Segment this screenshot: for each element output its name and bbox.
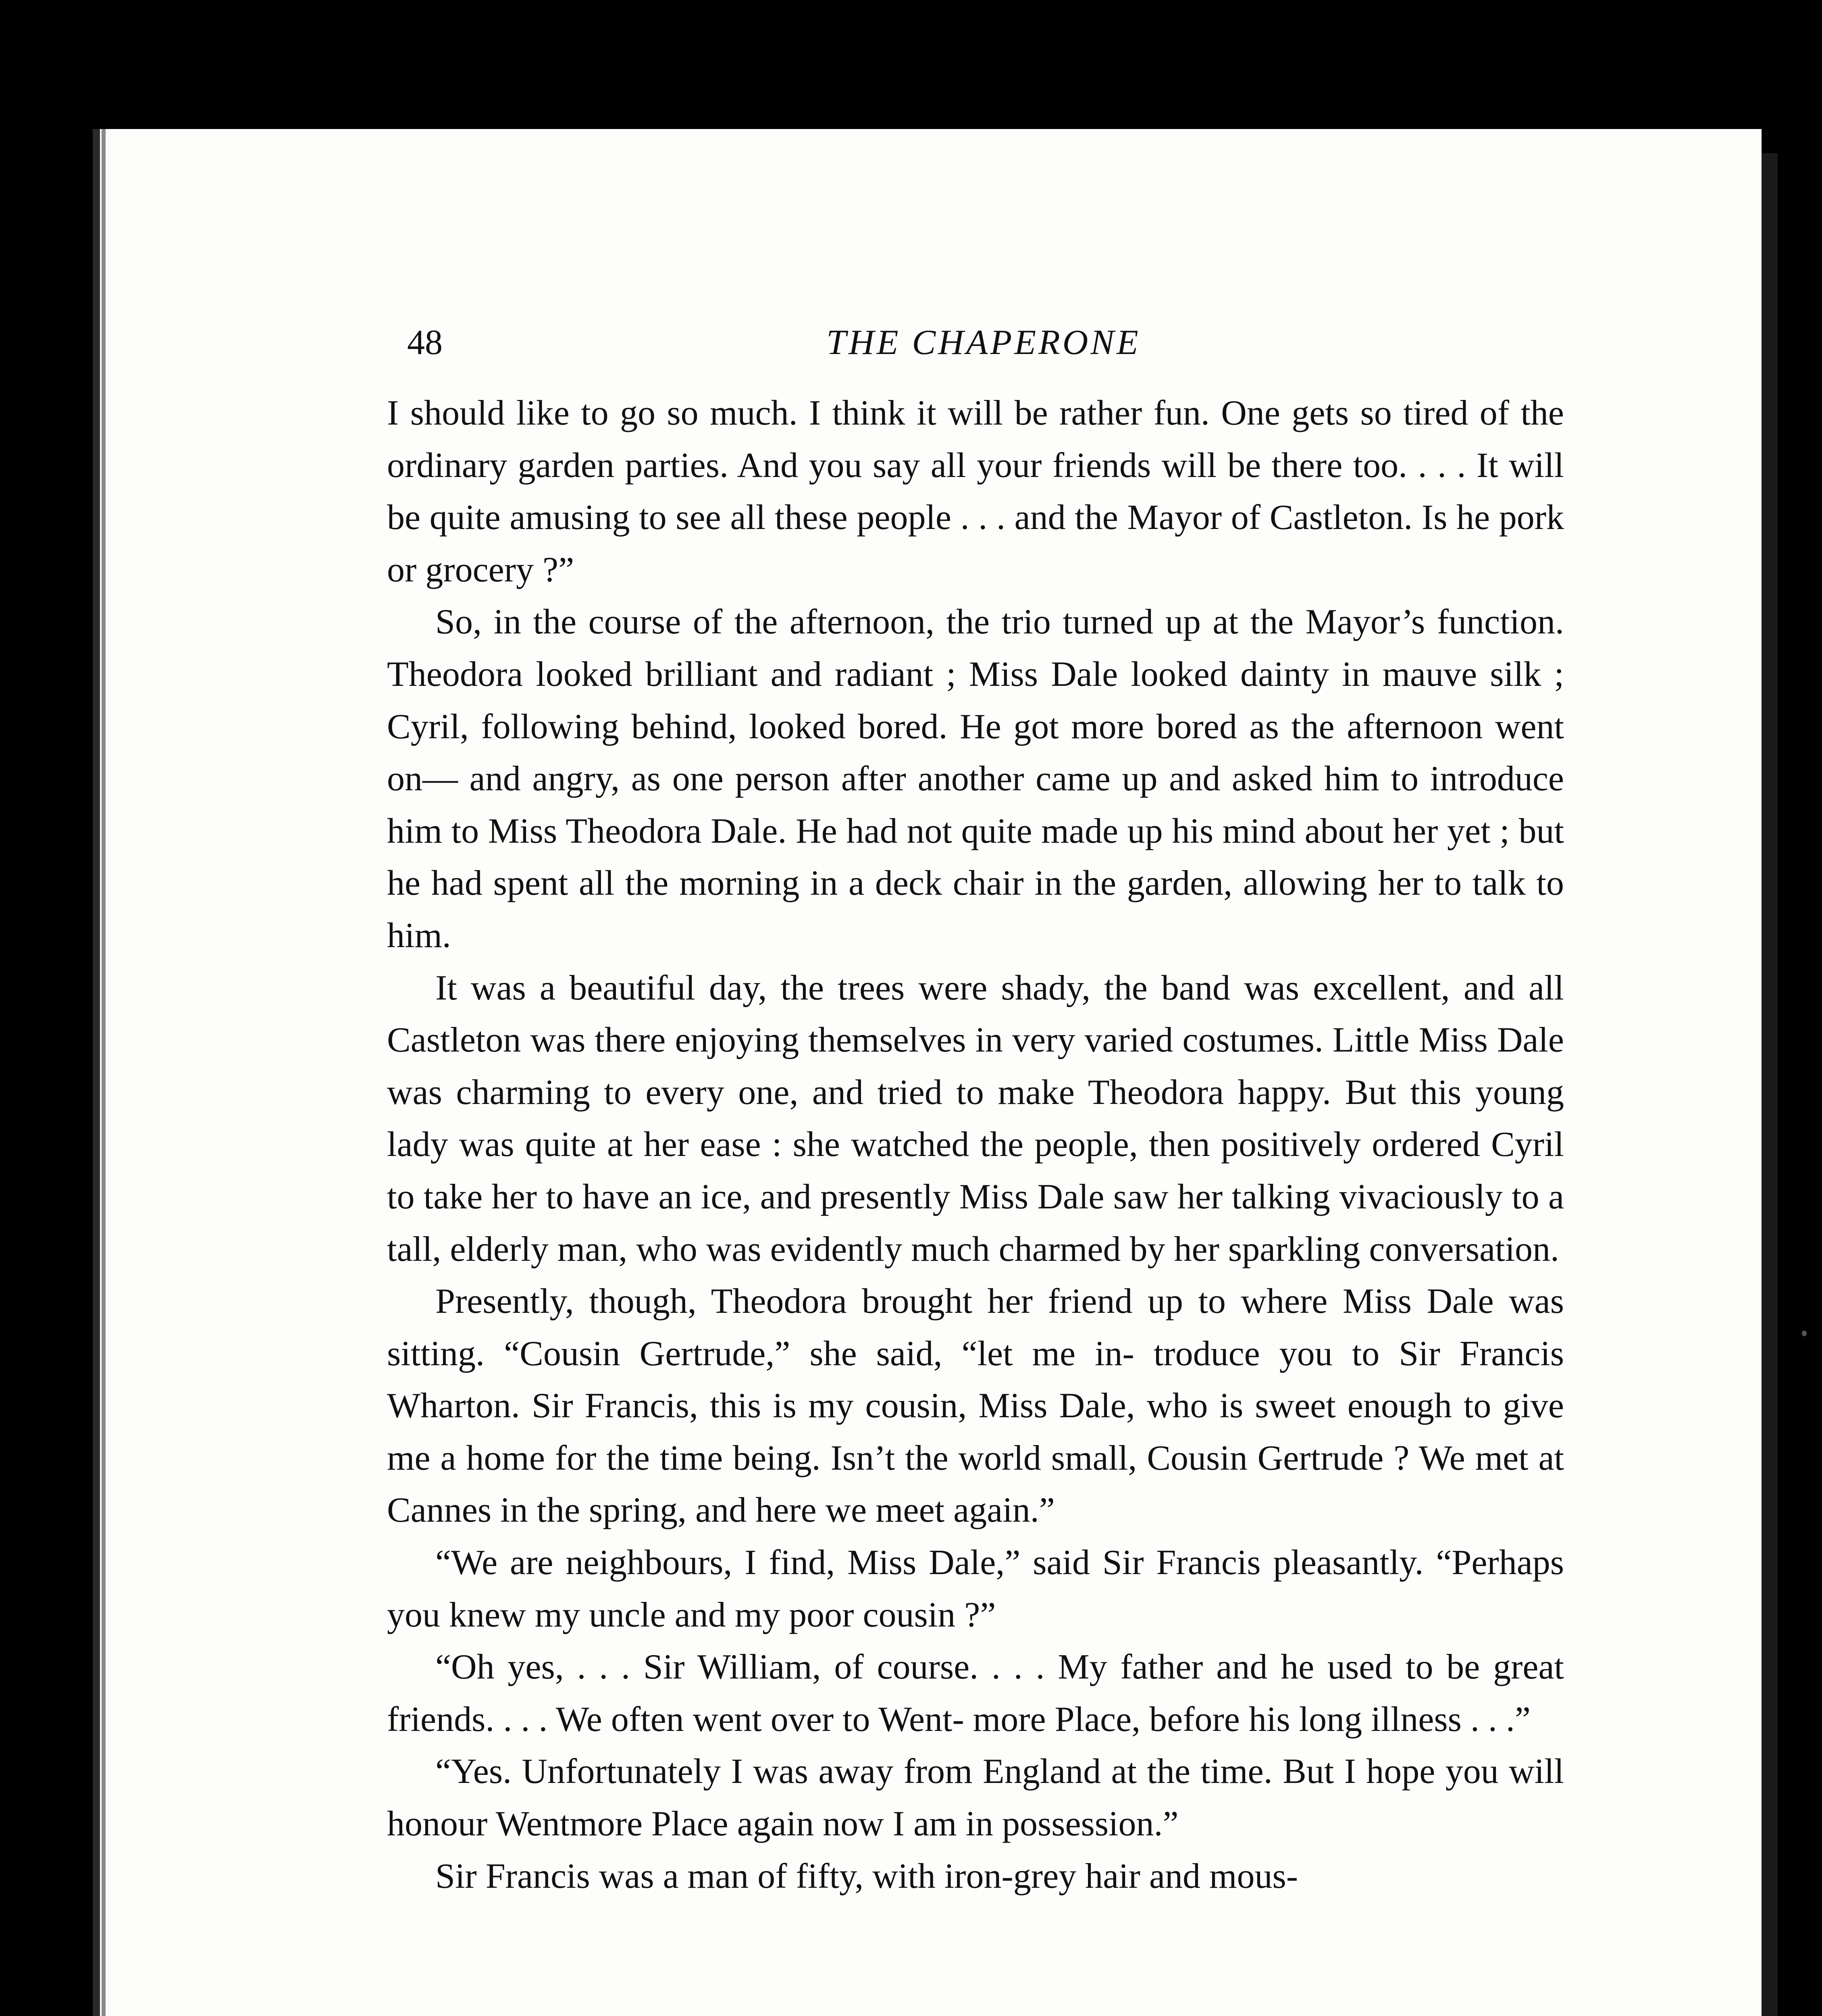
paragraph-5: “We are neighbours, I find, Miss Dale,” said Sir Francis pleasantly. “Perhaps you knew my uncle and my poor cousin ?” (387, 1543, 1564, 1635)
running-title: THE CHAPERONE (826, 323, 1141, 362)
paragraph-3: It was a beautiful day, the trees were shady, the band was excellent, and all Castleton was there enjoying themselves in very varied costumes. Little Miss Dale was charming to every one, and tried to make Theodora happy. But this young lady was quite at her ease : she watched the people, then positively ordered Cyril to take her to have an ice, and presently Miss Dale saw her talking vivaciously to a tall, elderly man, who was evidently much charmed by her sparkling conversation. (387, 968, 1564, 1269)
paragraph-1: I should like to go so much. I think it will be rather fun. One gets so tired of the ordinary garden parties. And you say all your friends will be there too. . . . It will be quite amusing to see all these people . . . and the Mayor of Castleton. Is he pork or grocery ?” (387, 394, 1564, 589)
right-binding-edge (1762, 153, 1778, 2016)
running-head (407, 319, 1560, 367)
scan-speck (1802, 1331, 1807, 1336)
paragraph-4: Presently, though, Theodora brought her friend up to where Miss Dale was sitting. “Cousin Gertrude,” she said, “let me in- troduce you to Sir Francis Wharton. Sir Francis, this is my cousin, Miss Dale, who is sweet enough to give me a home for the time being. Isn’t the world small, Cousin Gertrude ? We met at Cannes in the spring, and here we meet again.” (387, 1282, 1564, 1530)
paragraph-8: Sir Francis was a man of fifty, with iron-grey hair and mous- (435, 1856, 1298, 1896)
body-text (387, 387, 1564, 1902)
paragraph-7: “Yes. Unfortunately I was away from England at the time. But I hope you will honour Wentmore Place again now I am in possession.” (387, 1752, 1564, 1844)
paragraph-2: So, in the course of the afternoon, the trio turned up at the Mayor’s function. Theodora looked brilliant and radiant ; Miss Dale looked dainty in mauve silk ; Cyril, following behind, looked bored. He got more bored as the afternoon went on— and angry, as one person after another came up and asked him to introduce him to Miss Theodora Dale. He had not quite made up his mind about her yet ; but he had spent all the morning in a deck chair in the garden, allowing her to talk to him. (387, 602, 1564, 955)
paragraph-6: “Oh yes, . . . Sir William, of course. . . . My father and he used to be great friends. . . . We often went over to Went- more Place, before his long illness . . .” (387, 1647, 1564, 1739)
page-number: 48 (407, 323, 443, 362)
page-edge-shadow (102, 129, 106, 2016)
